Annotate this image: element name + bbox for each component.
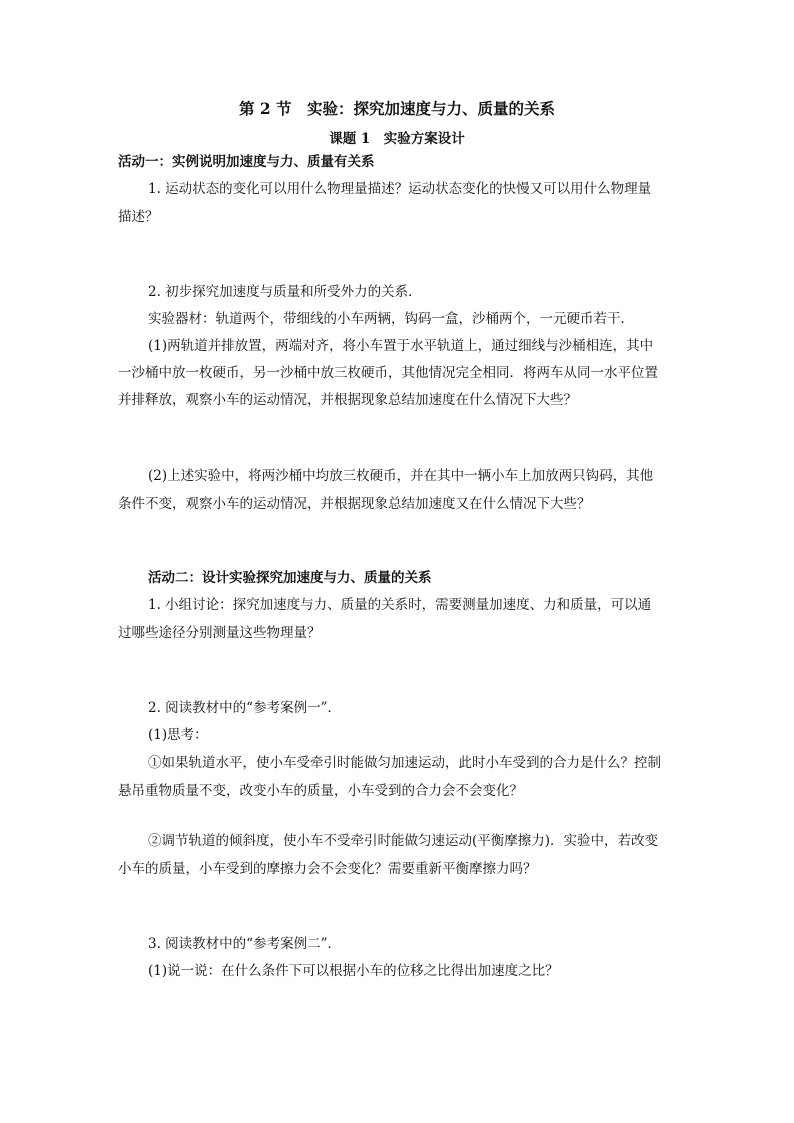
page-title: 第 2 节 实验：探究加速度与力、质量的关系 [238, 99, 556, 118]
activity1-sub1-line1: (1)两轨道并排放置，两端对齐，将小车置于水平轨道上，通过细线与沙桶相连，其中 [148, 338, 654, 354]
activity2-q2: 2. 阅读教材中的“参考案例一”． [148, 700, 341, 716]
activity1-sub2-line2: 条件不变，观察小车的运动情况，并根据现象总结加速度又在什么情况下大些？ [118, 496, 591, 512]
activity1-q1-line2: 描述？ [118, 209, 159, 225]
activity1-q1-line1: 1. 运动状态的变化可以用什么物理量描述？运动状态变化的快慢又可以用什么物理量 [148, 181, 652, 197]
activity1-equipment: 实验器材：轨道两个，带细线的小车两辆，钩码一盒，沙桶两个，一元硬币若干． [148, 311, 634, 327]
activity2-q3: 3. 阅读教材中的“参考案例二”． [148, 936, 341, 952]
activity2-heading: 活动二：设计实验探究加速度与力、质量的关系 [148, 570, 432, 586]
activity1-sub2-line1: (2)上述实验中，将两沙桶中均放三枚硬币，并在其中一辆小车上加放两只钩码，其他 [148, 468, 654, 484]
activity2-p2-line2: 小车的质量，小车受到的摩擦力会不会变化？需要重新平衡摩擦力吗？ [118, 861, 537, 877]
activity2-think: (1)思考： [148, 727, 208, 743]
activity2-say: (1)说一说：在什么条件下可以根据小车的位移之比得出加速度之比？ [148, 963, 559, 979]
activity2-q1-line1: 1. 小组讨论：探究加速度与力、质量的关系时，需要测量加速度、力和质量，可以通 [148, 597, 652, 613]
activity1-heading: 活动一：实例说明加速度与力、质量有关系 [118, 154, 375, 170]
page-subtitle: 课题 1 实验方案设计 [329, 131, 465, 147]
activity2-p1-line1: ①如果轨道水平，使小车受牵引时能做匀加速运动，此时小车受到的合力是什么？控制 [148, 755, 661, 771]
activity2-p2-line1: ②调节轨道的倾斜度，使小车不受牵引时能做匀速运动(平衡摩擦力)．实验中，若改变 [148, 833, 659, 849]
activity2-q1-line2: 过哪些途径分别测量这些物理量？ [118, 625, 321, 641]
activity2-p1-line2: 悬吊重物质量不变，改变小车的质量，小车受到的合力会不会变化？ [118, 783, 523, 799]
activity1-sub1-line2: 一沙桶中放一枚硬币，另一沙桶中放三枚硬币，其他情况完全相同．将两车从同一水平位置 [118, 365, 658, 381]
activity1-q2: 2. 初步探究加速度与质量和所受外力的关系． [148, 284, 422, 300]
activity1-sub1-line3: 并排释放，观察小车的运动情况，并根据现象总结加速度在什么情况下大些？ [118, 392, 577, 408]
